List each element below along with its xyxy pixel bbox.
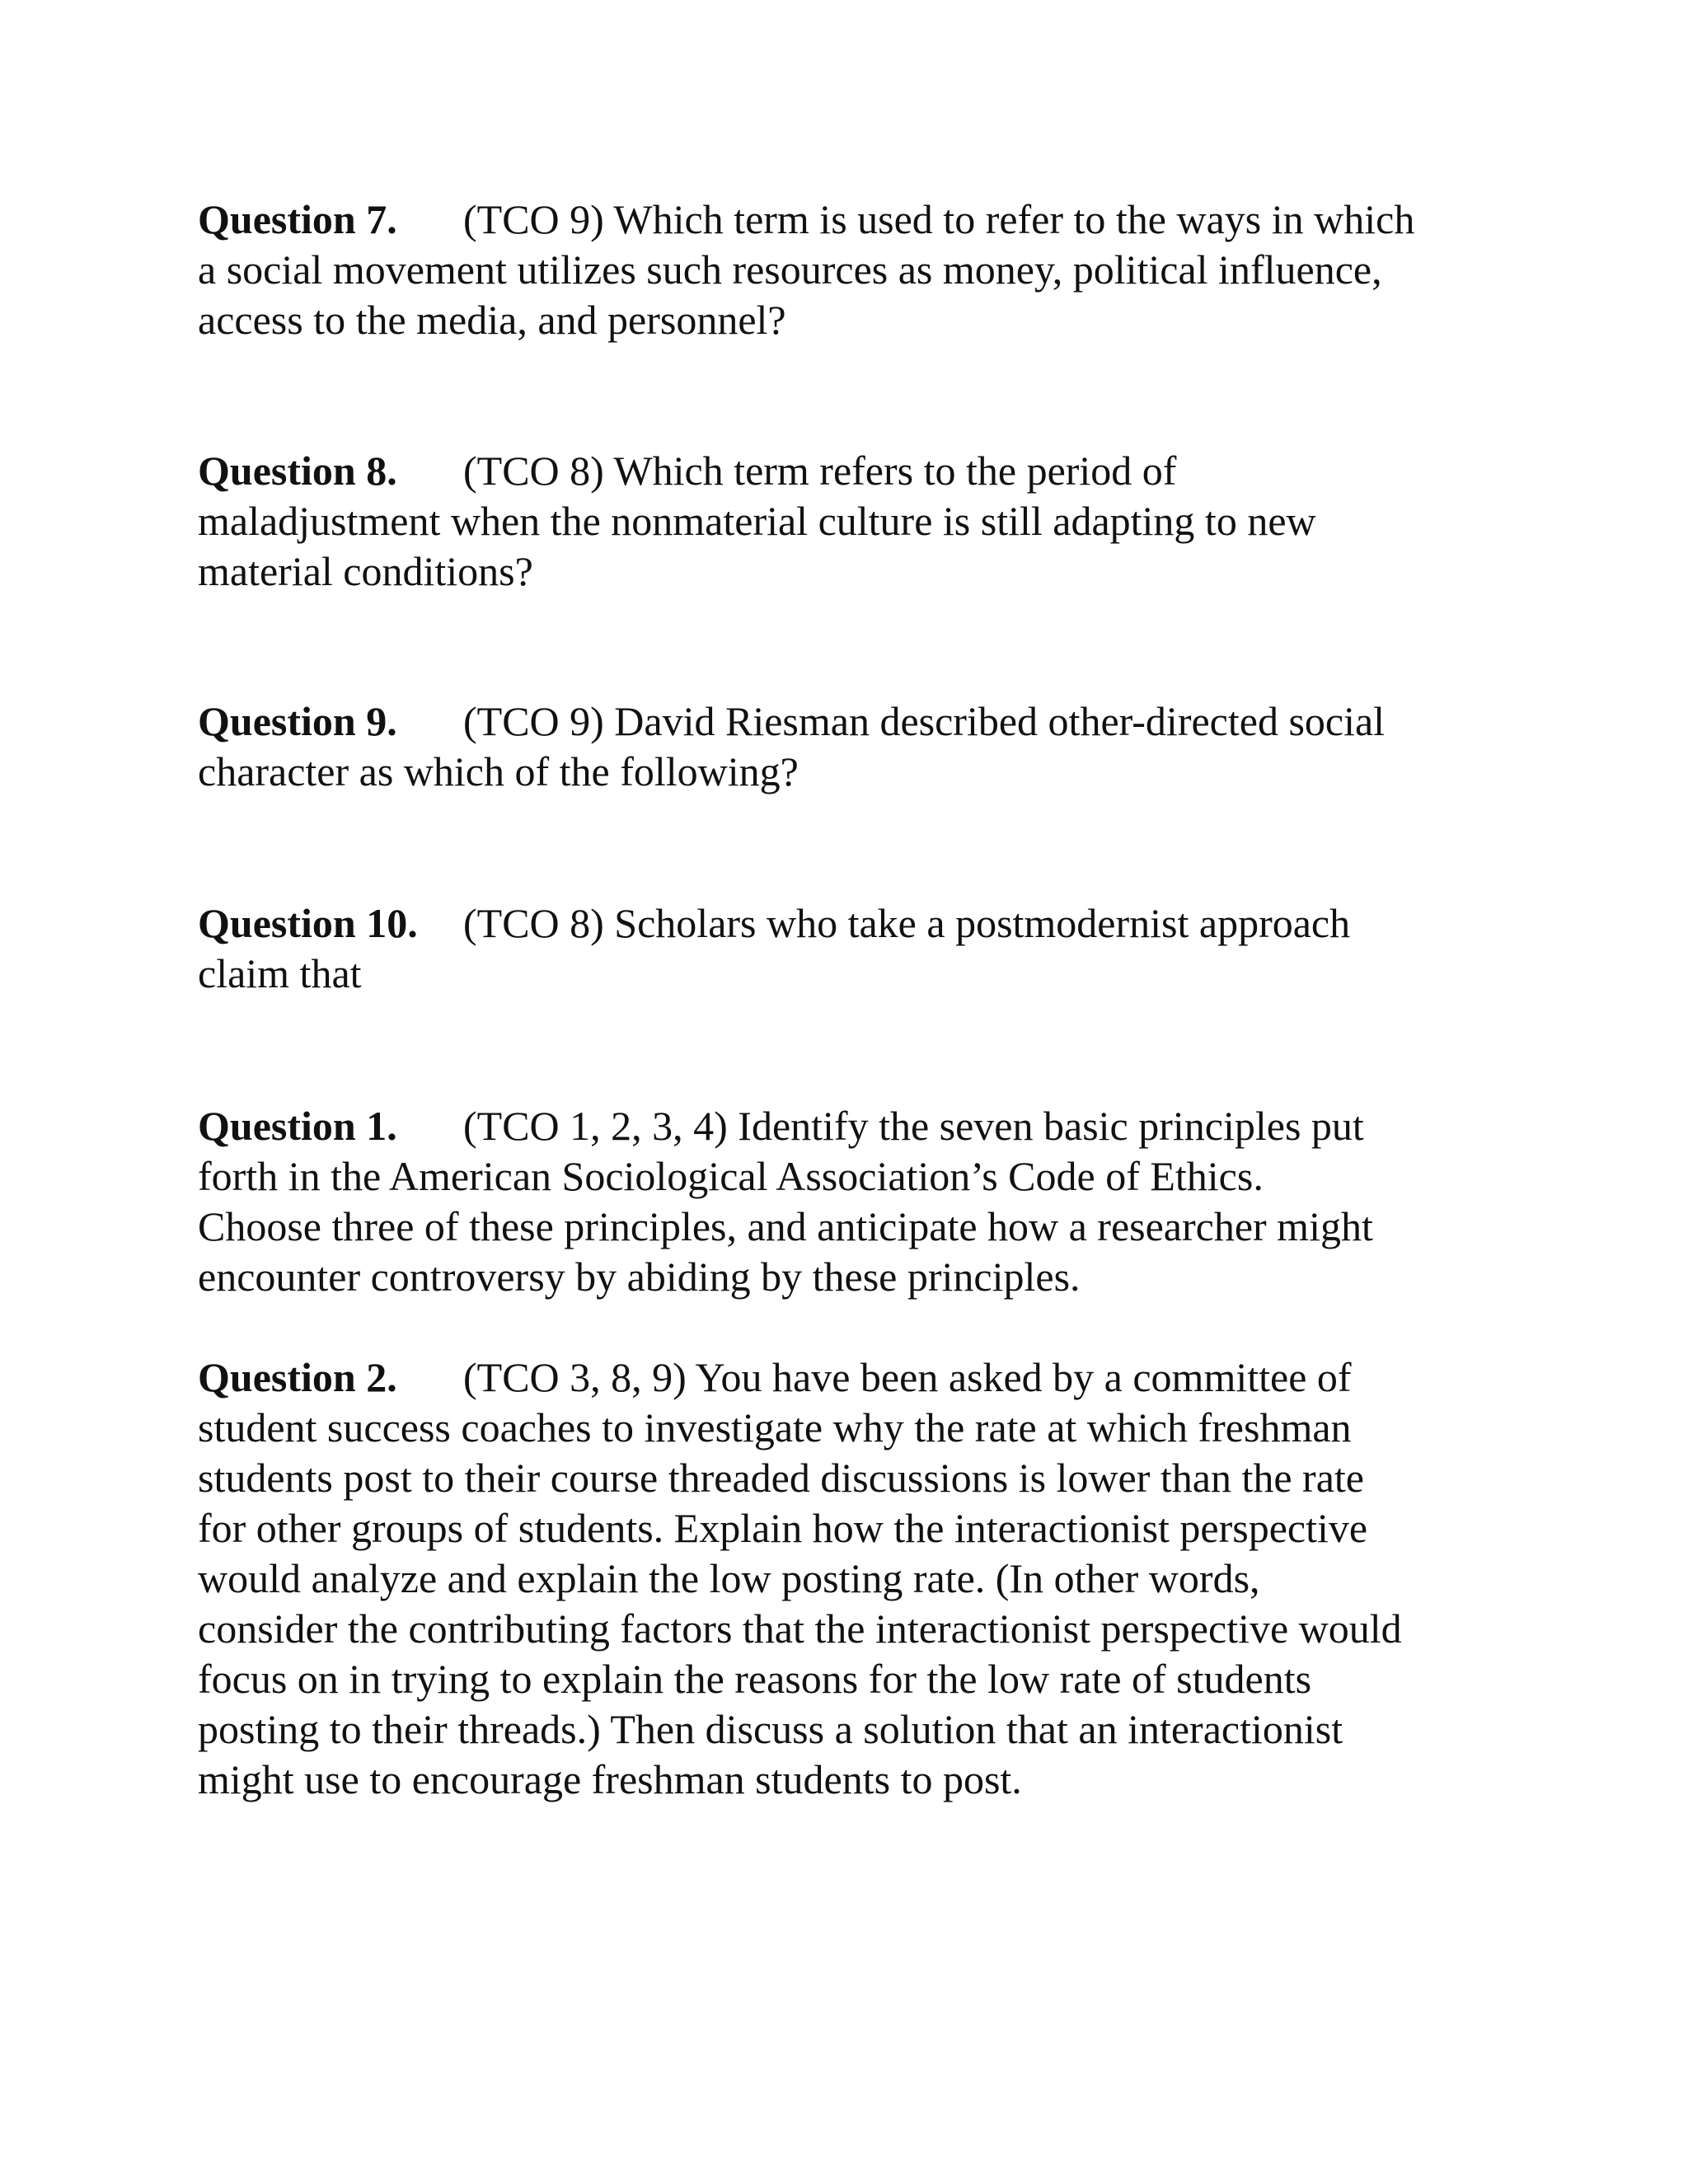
question-text: Choose three of these principles, and anticipate how a researcher might — [198, 1203, 1373, 1249]
question-text: focus on in trying to explain the reasons for the low rate of students — [198, 1656, 1312, 1702]
question-label: Question 10. — [198, 900, 418, 946]
question-text: encounter controversy by abiding by these principles. — [198, 1254, 1081, 1300]
question-2 — [198, 1352, 1517, 1805]
question-text: consider the contributing factors that the interactionist perspective would — [198, 1605, 1402, 1652]
question-1 — [198, 1101, 1517, 1302]
question-text: (TCO 8) Which term refers to the period of — [463, 448, 1177, 494]
question-8 — [198, 446, 1517, 597]
question-text: (TCO 1, 2, 3, 4) Identify the seven basic principles put — [463, 1103, 1364, 1149]
question-text: would analyze and explain the low posting rate. (In other words, — [198, 1555, 1260, 1601]
question-text: forth in the American Sociological Association’s Code of Ethics. — [198, 1153, 1264, 1199]
question-text: material conditions? — [198, 548, 533, 594]
question-label: Question 2. — [198, 1354, 397, 1400]
question-label: Question 1. — [198, 1103, 397, 1149]
question-label: Question 8. — [198, 448, 397, 494]
question-text: a social movement utilizes such resources as money, political influence, — [198, 246, 1382, 293]
question-first-line — [198, 1101, 1517, 1151]
question-label: Question 7. — [198, 196, 397, 242]
question-first-line — [198, 898, 1517, 949]
question-text: maladjustment when the nonmaterial culture is still adapting to new — [198, 498, 1316, 544]
question-first-line — [198, 1352, 1517, 1403]
question-text: might use to encourage freshman students to post. — [198, 1756, 1022, 1802]
question-first-line — [198, 446, 1517, 496]
question-text: (TCO 9) David Riesman described other-directed social — [463, 698, 1386, 744]
question-first-line — [198, 696, 1517, 747]
question-text: students post to their course threaded discussions is lower than the rate — [198, 1455, 1364, 1501]
question-7 — [198, 194, 1517, 345]
question-text: posting to their threads.) Then discuss a solution that an interactionist — [198, 1706, 1343, 1752]
question-text: student success coaches to investigate why the rate at which freshman — [198, 1404, 1352, 1451]
question-text: claim that — [198, 950, 362, 996]
question-text: for other groups of students. Explain how the interactionist perspective — [198, 1505, 1368, 1551]
question-10 — [198, 898, 1517, 999]
question-text: (TCO 3, 8, 9) You have been asked by a committee of — [463, 1354, 1352, 1400]
question-label: Question 9. — [198, 698, 397, 744]
question-9 — [198, 696, 1517, 797]
question-text: (TCO 8) Scholars who take a postmodernist approach — [463, 900, 1351, 946]
question-first-line — [198, 194, 1517, 245]
question-text: access to the media, and personnel? — [198, 297, 786, 343]
question-text: (TCO 9) Which term is used to refer to the ways in which — [463, 196, 1415, 242]
question-text: character as which of the following? — [198, 748, 799, 794]
